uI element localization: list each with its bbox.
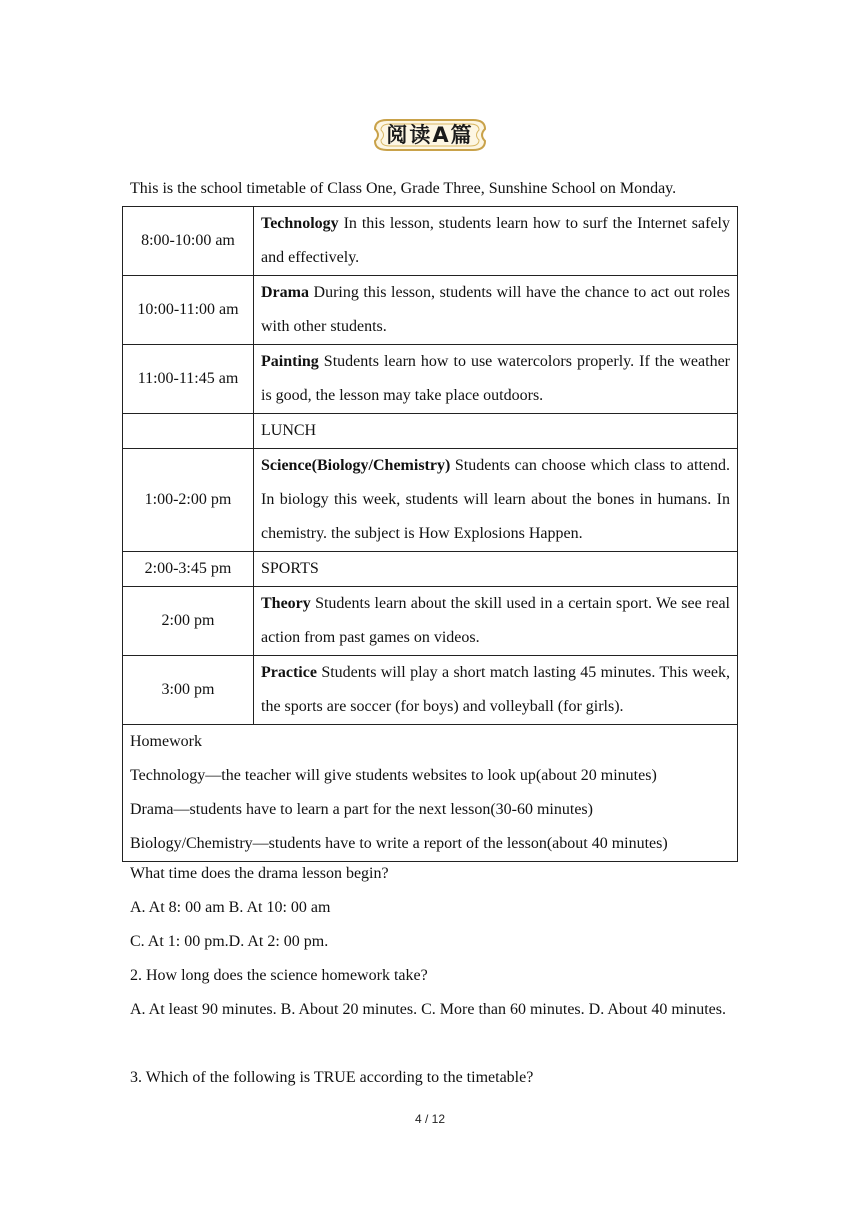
- description-cell: [254, 414, 738, 449]
- description-cell: [254, 449, 738, 552]
- subject-name: Painting: [261, 353, 319, 370]
- intro-text: This is the school timetable of Class One, Grade Three, Sunshine School on Monday.: [130, 180, 677, 197]
- timetable-row: [123, 345, 738, 414]
- question-3: 3. Which of the following is TRUE according to the timetable?: [130, 1069, 534, 1086]
- subject-description: SPORTS: [261, 560, 319, 577]
- homework-cell: [123, 725, 738, 862]
- timetable-row: [123, 656, 738, 725]
- time-cell: 10:00-11:00 am: [123, 276, 254, 345]
- subject-description: During this lesson, students will have the chance to act out roles with other students.: [261, 284, 730, 335]
- description-cell: [254, 656, 738, 725]
- subject-name: Theory: [261, 595, 311, 612]
- description-cell: [254, 552, 738, 587]
- timetable-row: [123, 414, 738, 449]
- timetable-row: [123, 207, 738, 276]
- homework-heading: Homework: [130, 733, 202, 750]
- subject-name: Science(Biology/Chemistry): [261, 457, 451, 474]
- subject-name: Drama: [261, 284, 309, 301]
- subject-name: Technology: [261, 215, 339, 232]
- description-cell: [254, 345, 738, 414]
- question-2: 2. How long does the science homework take?: [130, 967, 428, 984]
- description-cell: [254, 276, 738, 345]
- homework-item-technology: Technology—the teacher will give students websites to look up(about 20 minutes): [130, 767, 657, 784]
- time-cell: 3:00 pm: [123, 656, 254, 725]
- subject-description: Students will play a short match lasting 45 minutes. This week, the sports are soccer (for boys) and volleyball (for girls).: [261, 664, 730, 715]
- homework-item-drama: Drama—students have to learn a part for the next lesson(30-60 minutes): [130, 801, 593, 818]
- description-cell: [254, 587, 738, 656]
- description-cell: [254, 207, 738, 276]
- time-cell: 2:00 pm: [123, 587, 254, 656]
- timetable-row: [123, 276, 738, 345]
- question-1: What time does the drama lesson begin?: [130, 865, 389, 882]
- subject-name: Practice: [261, 664, 317, 681]
- question-1-options-ab: A. At 8: 00 am B. At 10: 00 am: [130, 899, 331, 916]
- timetable-row: [123, 552, 738, 587]
- homework-row: [123, 725, 738, 862]
- subject-description: LUNCH: [261, 422, 317, 439]
- time-cell: 1:00-2:00 pm: [123, 449, 254, 552]
- section-banner: [373, 117, 487, 153]
- timetable: [122, 206, 738, 862]
- subject-description: Students learn how to use watercolors properly. If the weather is good, the lesson may take place outdoors.: [261, 353, 730, 404]
- question-2-options: A. At least 90 minutes. B. About 20 minutes. C. More than 60 minutes. D. About 40 minutes.: [130, 1001, 726, 1018]
- time-cell: [123, 414, 254, 449]
- time-cell: 8:00-10:00 am: [123, 207, 254, 276]
- subject-description: Students learn about the skill used in a certain sport. We see real action from past games on videos.: [261, 595, 730, 646]
- homework-item-science: Biology/Chemistry—students have to write a report of the lesson(about 40 minutes): [130, 835, 668, 852]
- timetable-row: [123, 587, 738, 656]
- time-cell: 11:00-11:45 am: [123, 345, 254, 414]
- banner-title: 阅读A篇: [386, 123, 474, 147]
- question-1-options-cd: C. At 1: 00 pm.D. At 2: 00 pm.: [130, 933, 329, 950]
- time-cell: 2:00-3:45 pm: [123, 552, 254, 587]
- subject-description: Students can choose which class to attend. In biology this week, students will learn about the bones in humans. In chemistry. the subject is How Explosions Happen.: [261, 457, 730, 542]
- subject-description: In this lesson, students learn how to surf the Internet safely and effectively.: [261, 215, 730, 266]
- page-number: 4 / 12: [414, 1112, 446, 1126]
- timetable-row: [123, 449, 738, 552]
